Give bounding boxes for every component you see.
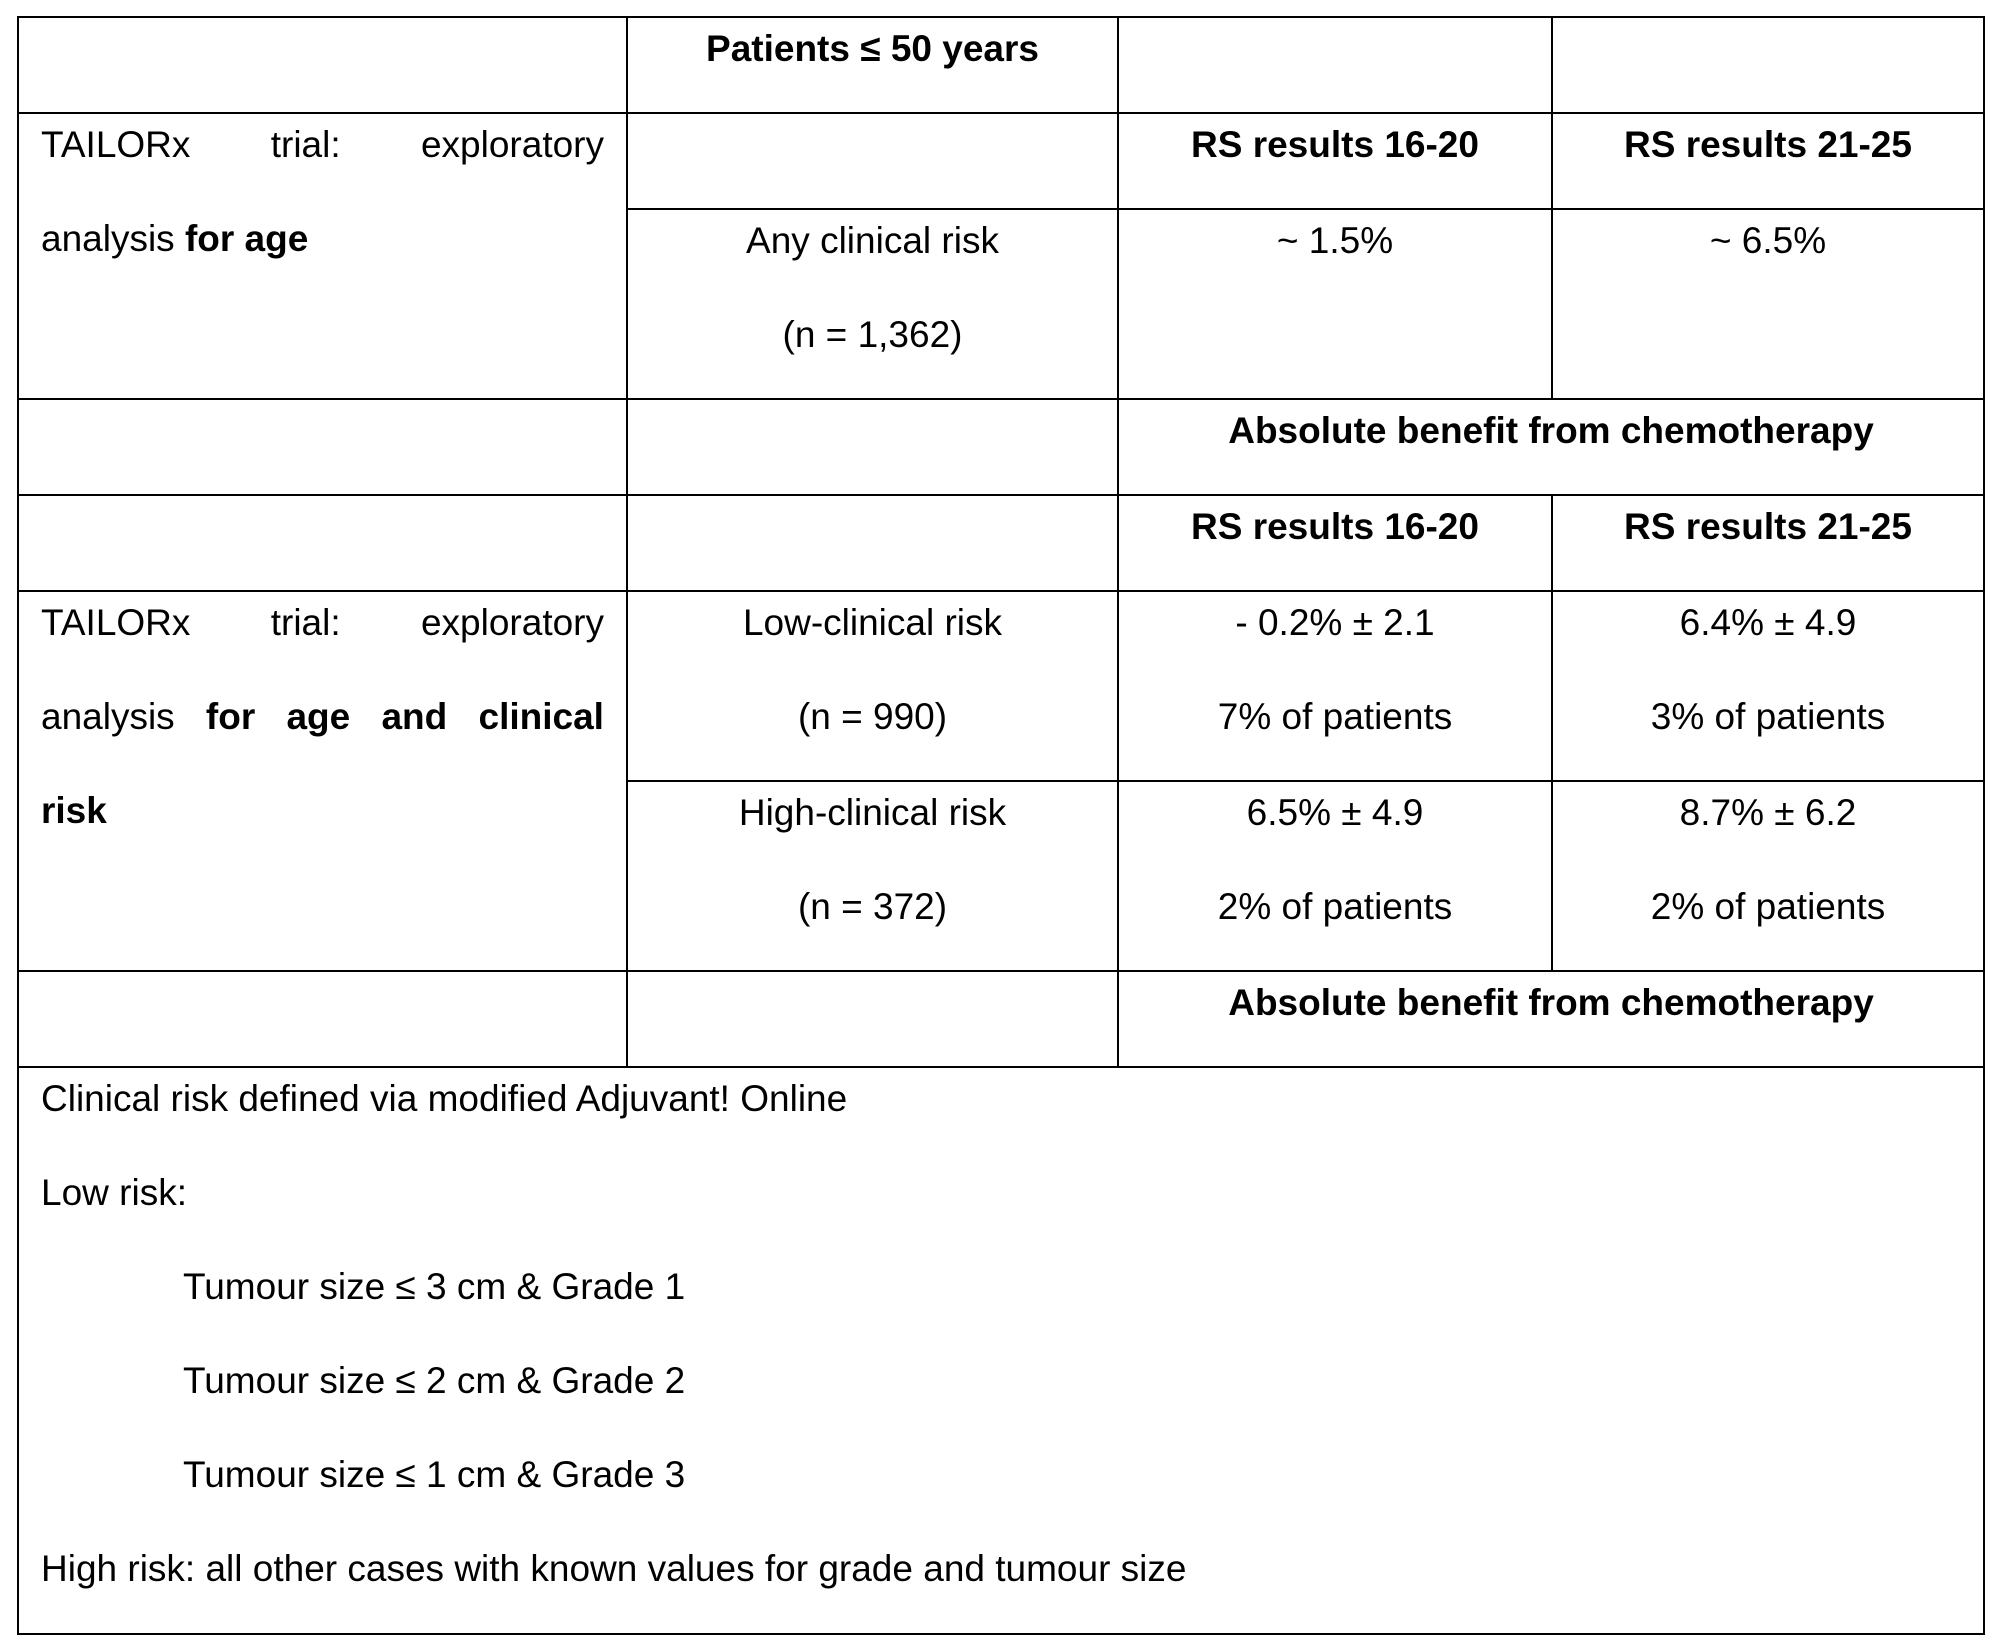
benefit-value: 6.4% ± 4.9 — [1679, 602, 1857, 643]
header-empty-cell — [1118, 17, 1552, 113]
notes-row — [18, 1067, 1984, 1634]
label-word: TAILORx — [41, 602, 191, 643]
column-header-rs-16-20: RS results 16-20 — [1118, 495, 1552, 591]
label-word: exploratory — [420, 602, 604, 643]
label-word: exploratory — [420, 124, 604, 165]
low-risk-heading: Low risk: — [41, 1172, 187, 1213]
label-word: trial: — [270, 602, 341, 643]
age-analysis-label — [18, 113, 627, 399]
label-word: trial: — [270, 124, 341, 165]
value-cell-rs-21-25 — [1552, 591, 1984, 781]
age-clinical-header-row — [18, 495, 1984, 591]
group-label: Low-clinical risk — [742, 602, 1003, 643]
age-section-header-row — [18, 113, 1984, 209]
patient-share: 7% of patients — [1217, 696, 1453, 737]
label-emphasis: age — [286, 696, 351, 737]
clinical-risk-notes — [18, 1067, 1984, 1634]
empty-cell — [18, 495, 627, 591]
benefit-value: 8.7% ± 6.2 — [1679, 792, 1857, 833]
low-risk-criterion: Tumour size ≤ 3 cm & Grade 1 — [183, 1266, 686, 1307]
group-label: Any clinical risk — [746, 220, 999, 261]
header-empty-cell — [18, 17, 627, 113]
group-count: (n = 1,362) — [782, 314, 963, 355]
column-header-rs-21-25: RS results 21-25 — [1552, 495, 1984, 591]
benefit-value: ~ 6.5% — [1709, 220, 1827, 261]
value-cell-rs-16-20 — [1118, 209, 1552, 399]
benefit-value: 6.5% ± 4.9 — [1246, 792, 1424, 833]
benefit-value: ~ 1.5% — [1276, 220, 1394, 261]
label-emphasis: for age — [184, 218, 309, 259]
group-count: (n = 372) — [797, 886, 948, 927]
patient-share: 2% of patients — [1650, 886, 1886, 927]
benefit-caption: Absolute benefit from chemotherapy — [1118, 971, 1984, 1067]
column-header-rs-21-25: RS results 21-25 — [1552, 113, 1984, 209]
empty-cell — [18, 399, 627, 495]
empty-cell — [627, 971, 1118, 1067]
low-clinical-risk-row — [18, 591, 1984, 781]
empty-cell — [627, 399, 1118, 495]
group-cell — [627, 209, 1118, 399]
label-word: TAILORx — [41, 124, 191, 165]
high-risk-definition: High risk: all other cases with known values for grade and tumour size — [41, 1548, 1187, 1589]
group-count: (n = 990) — [797, 696, 948, 737]
empty-cell — [627, 113, 1118, 209]
low-risk-criterion: Tumour size ≤ 1 cm & Grade 3 — [183, 1454, 686, 1495]
age-clinical-analysis-label — [18, 591, 627, 971]
label-word: analysis — [41, 696, 175, 737]
group-cell — [627, 591, 1118, 781]
group-label: High-clinical risk — [738, 792, 1007, 833]
label-emphasis: risk — [41, 790, 107, 831]
group-cell — [627, 781, 1118, 971]
empty-cell — [627, 495, 1118, 591]
patients-age-header: Patients ≤ 50 years — [627, 17, 1118, 113]
patient-share: 3% of patients — [1650, 696, 1886, 737]
label-emphasis: and — [381, 696, 448, 737]
value-cell-rs-16-20 — [1118, 781, 1552, 971]
clinical-risk-table — [17, 16, 1985, 1635]
table-header-row — [18, 17, 1984, 113]
benefit-caption-row — [18, 971, 1984, 1067]
patient-share: 2% of patients — [1217, 886, 1453, 927]
benefit-value: - 0.2% ± 2.1 — [1235, 602, 1435, 643]
value-cell-rs-21-25 — [1552, 209, 1984, 399]
label-emphasis: clinical — [478, 696, 604, 737]
benefit-caption: Absolute benefit from chemotherapy — [1118, 399, 1984, 495]
column-header-rs-16-20: RS results 16-20 — [1118, 113, 1552, 209]
low-risk-criterion: Tumour size ≤ 2 cm & Grade 2 — [183, 1360, 686, 1401]
value-cell-rs-16-20 — [1118, 591, 1552, 781]
value-cell-rs-21-25 — [1552, 781, 1984, 971]
benefit-caption-row — [18, 399, 1984, 495]
header-empty-cell — [1552, 17, 1984, 113]
label-emphasis: for — [205, 696, 256, 737]
label-word: analysis — [41, 218, 185, 259]
risk-definition: Clinical risk defined via modified Adjuvant! Online — [41, 1078, 848, 1119]
empty-cell — [18, 971, 627, 1067]
